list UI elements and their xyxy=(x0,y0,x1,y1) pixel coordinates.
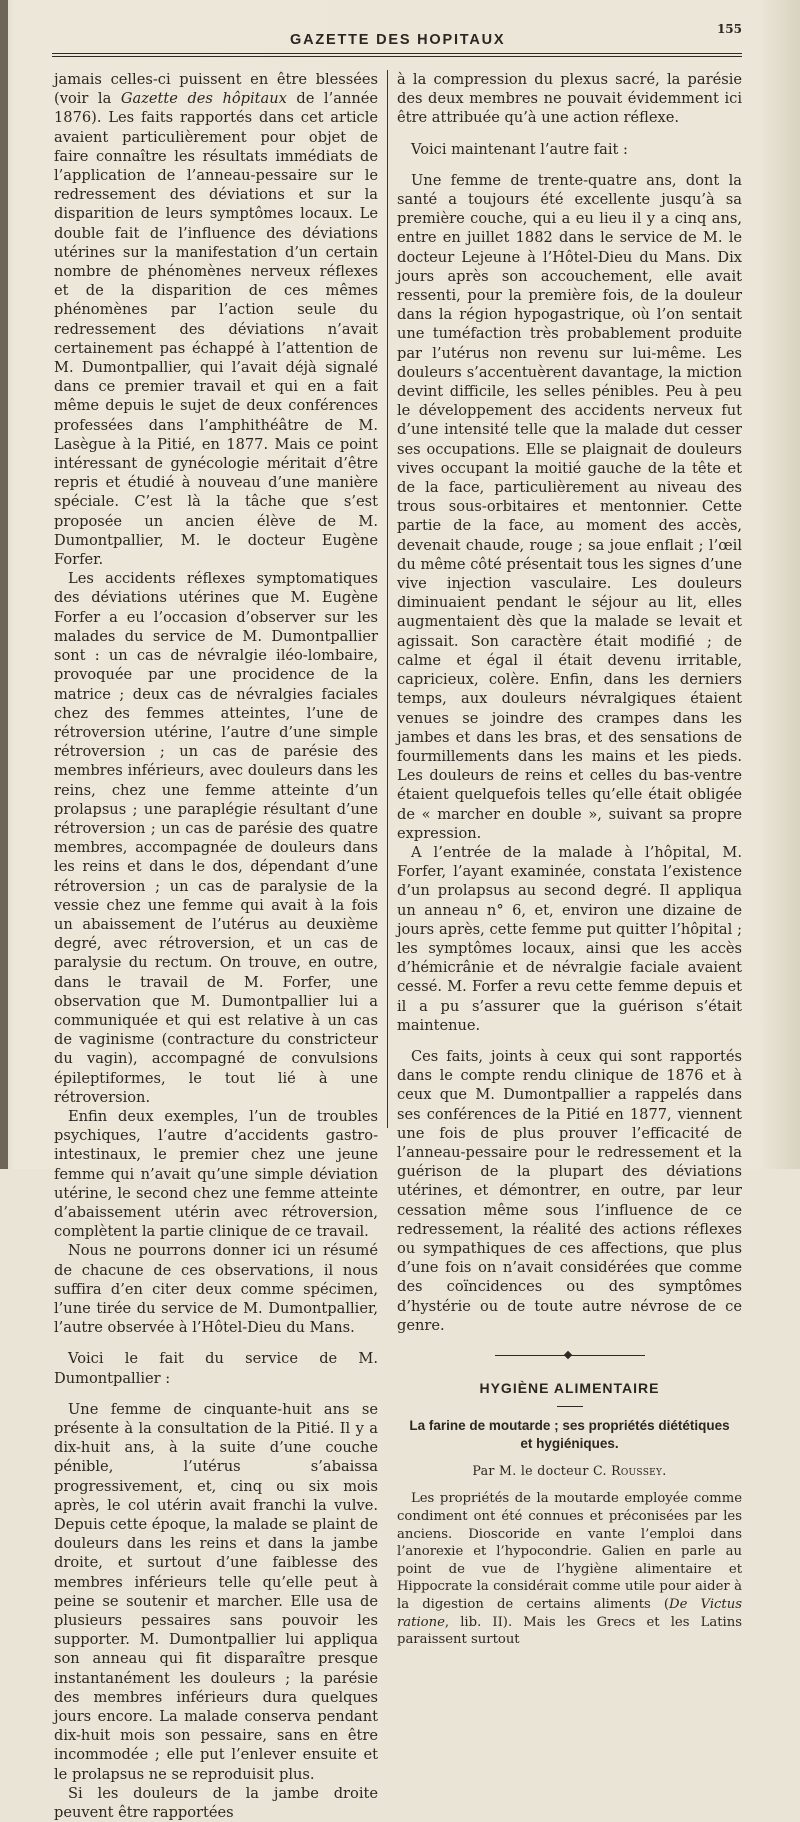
left-column xyxy=(54,70,378,1822)
running-title: GAZETTE DES HOPITAUX xyxy=(290,32,506,48)
paragraph: Si les douleurs de la jambe droite peuvent être rapportées xyxy=(54,1784,378,1822)
section-ornament xyxy=(495,1353,645,1359)
paragraph: à la compression du plexus sacré, la parésie des deux membres ne pouvait évidemment ici être attribuée qu’à une action réflexe. xyxy=(397,71,742,127)
article-title: La farine de moutarde ; ses propriétés diététiques et hygiéniques. xyxy=(409,1418,730,1452)
section-heading: HYGIÈNE ALIMENTAIRE xyxy=(479,1380,660,1396)
paragraph-text: jamais celles-ci puissent en être blessées (voir la xyxy=(54,71,378,108)
right-column xyxy=(397,70,742,1649)
byline-suffix: . xyxy=(662,1463,667,1479)
paragraph: Voici le fait du service de M. Dumontpallier : xyxy=(54,1350,378,1387)
paragraph: Enfin deux exemples, l’un de troubles psychiques, l’autre d’accidents gastro-intestinaux, le premier chez une jeune femme qui n’avait qu’une simple déviation utérine, le second chez une femme atteinte d’abaissement utérin avec rétroversion, complètent la partie clinique de ce travail. xyxy=(54,1107,378,1241)
paragraph: Voici maintenant l’autre fait : xyxy=(411,140,628,158)
paragraph: Nous ne pourrons donner ici un résumé de chacune de ces observations, il nous suffira d’en citer deux comme spécimen, l’une tirée du service de M. Dumontpallier, l’autre observée à l’Hôtel-Dieu du Mans. xyxy=(54,1242,378,1337)
paragraph: Une femme de trente-quatre ans, dont la santé a toujours été excellente jusqu’à sa première couche, qui a eu lieu il y a cinq ans, entre en juillet 1882 dans le service de M. le docteur Lejeune à l’Hôtel-Dieu du Mans. Dix jours après son accouchement, elle avait ressenti, pour la première fois, de la douleur dans la région hypogastrique, où l’on sentait une tuméfaction très probablement produite par l’utérus non revenu sur lui-même. Les douleurs s’accentuèrent davantage, la miction devint difficile, les selles pénibles. Peu à peu le développement des accidents nerveux fut d’une intensité telle que la malade dut cesser ses occupations. Elle se plaignait de douleurs vives occupant la moitié gauche de la tête et de la face, particulièrement au niveau des trous sous-orbitaires et mentonnier. Cette partie de la face, au moment des accès, devenait chaude, rouge ; sa joue enflait ; l’œil du même côté présentait tous les signes d’une vive injection vasculaire. Les douleurs diminuaient pendant le séjour au lit, elles augmentaient dès que la malade se levait et agissait. Son caractère était modifié ; de calme et égal il était devenu irritable, capricieux, colère. Enfin, dans les derniers temps, aux douleurs névralgiques étaient venues se joindre des crampes dans les jambes et dans les bras, et des sensations de fourmillements dans les mains et les pieds. Les douleurs de reins et celles du bas-ventre étaient quelquefois telles qu’elle était obligée de « marcher en double », suivant sa propre expression. xyxy=(397,171,742,842)
paragraph xyxy=(54,70,378,569)
journal-title-italic: Gazette des hôpitaux xyxy=(120,90,287,108)
paragraph: A l’entrée de la malade à l’hôpital, M. Forfer, l’ayant examinée, constata l’existence d’un prolapsus au second degré. Il appliqua un anneau n° 6, et, environ une dizaine de jours après, cette femme put quitter l’hôpital ; les symptômes locaux, ainsi que les accès d’hémicrânie et de névralgie faciale avaient cessé. M. Forfer a revu cette femme depuis et il a pu s’assurer que la guérison s’était maintenue. xyxy=(397,843,742,1034)
header-rule xyxy=(52,53,742,57)
byline xyxy=(397,1461,742,1480)
paragraph: Les accidents réflexes symptomatiques des déviations utérines que M. Eugène Forfer a eu l’occasion d’observer sur les malades du service de M. Dumontpallier sont : un cas de névralgie iléo-lombaire, provoquée par une procidence de la matrice ; deux cas de névralgies faciales chez des femmes atteintes, l’une de rétroversion utérine, l’autre d’une simple rétroversion ; un cas de parésie des membres inférieurs, avec douleurs dans les reins, chez une femme atteinte d’un prolapsus ; une paraplégie résultant d’une rétroversion ; un cas de parésie des quatre membres, accompagnée de douleurs dans les reins et dans le dos, dépendant d’une rétroversion ; un cas de paralysie de la vessie chez une femme qui avait à la fois un abaissement de l’utérus au deuxième degré, avec rétroversion, et un cas de paralysie du rectum. On trouve, en outre, dans le travail de M. Forfer, une observation que M. Dumontpallier lui a communiquée et qui est relative à un cas de vaginisme (contracture du constricteur du vagin), accompagné de convulsions épileptiformes, le tout lié à une rétroversion. xyxy=(54,570,378,1106)
column-divider xyxy=(387,70,388,1128)
author-name: Roussey xyxy=(611,1463,663,1479)
paragraph: Une femme de cinquante-huit ans se présente à la consultation de la Pitié. Il y a dix-huit ans, à la suite d’une couche pénible, l’utérus s’abaissa progressivement, et, cinq ou six mois après, le col utérin avait franchi la vulve. Depuis cette époque, la malade se plaint de douleurs dans les reins et dans la jambe droite, et surtout d’une faiblesse des membres inférieurs telle qu’elle peut à peine se soutenir et marcher. Elle usa de plusieurs pessaires sans pouvoir les supporter. M. Dumontpallier lui appliqua son anneau qui fit disparaître presque instantanément les douleurs ; la parésie des membres inférieurs dura quelques jours encore. La malade conserva pendant dix-huit mois son pessaire, sans en être incommodée ; elle put l’enlever ensuite et le prolapsus ne se reproduisit plus. xyxy=(54,1400,378,1783)
heading-rule xyxy=(557,1406,583,1407)
paragraph xyxy=(397,1490,742,1648)
paragraph-text: Les propriétés de la moutarde employée comme condiment ont été connues et préconisées par les anciens. Dioscoride en vante l’emploi dans l’anorexie et l’hypocondrie. Galien en parle au point de vue de l’hygiène alimentaire et Hippocrate la considérait comme utile pour aider à la digestion de certains aliments ( xyxy=(397,1491,742,1612)
citation-italic: De Victus ratione xyxy=(397,1596,742,1630)
byline-prefix: Par M. le docteur C. xyxy=(472,1463,612,1479)
running-head xyxy=(0,22,800,52)
ornament-diamond xyxy=(563,1351,571,1359)
paragraph-text: , lib. II). Mais les Grecs et les Latins paraissent surtout xyxy=(397,1614,742,1648)
page-number: 155 xyxy=(716,22,742,36)
binding-edge xyxy=(0,0,8,1169)
paragraph-text: de l’année 1876). Les faits rapportés dans cet article avaient particulièrement pour objet de faire connaître les résultats immédiats de l’application de l’anneau-pessaire sur le redressement des déviations et sur la disparition de leurs symptômes locaux. Le double fait de l’influence des déviations utérines sur la manifestation d’un certain nombre de phénomènes nerveux réflexes et de la disparition de ces mêmes phénomènes par l’action seule du redressement des déviations n’avait certainement pas échappé à l’attention de M. Dumontpallier, qui l’avait déjà signalé dans ce premier travail et qui en a fait même depuis le sujet de deux conférences professées dans l’amphithéâtre de M. Lasègue à la Pitié, en 1877. Mais ce point intéressant de gynécologie méritait d’être repris et étudié à nouveau d’une manière spéciale. C’est là la tâche que s’est proposée un ancien élève de M. Dumontpallier, M. le docteur Eugène Forfer. xyxy=(54,90,379,569)
paragraph: Ces faits, joints à ceux qui sont rapportés dans le compte rendu clinique de 1876 et à ceux que M. Dumontpallier a rappelés dans ses conférences de la Pitié en 1877, viennent une fois de plus prouver l’efficacité de l’anneau-pessaire pour le redressement et la guérison de la plupart des déviations utérines, et démontrer, en outre, par leur cessation même sous l’influence de ce redressement, la réalité des actions réflexes ou sympathiques de ces affections, que plus d’une fois on n’avait considérées que comme des coïncidences ou des symptômes d’hystérie ou de toute autre névrose de ce genre. xyxy=(397,1047,742,1334)
